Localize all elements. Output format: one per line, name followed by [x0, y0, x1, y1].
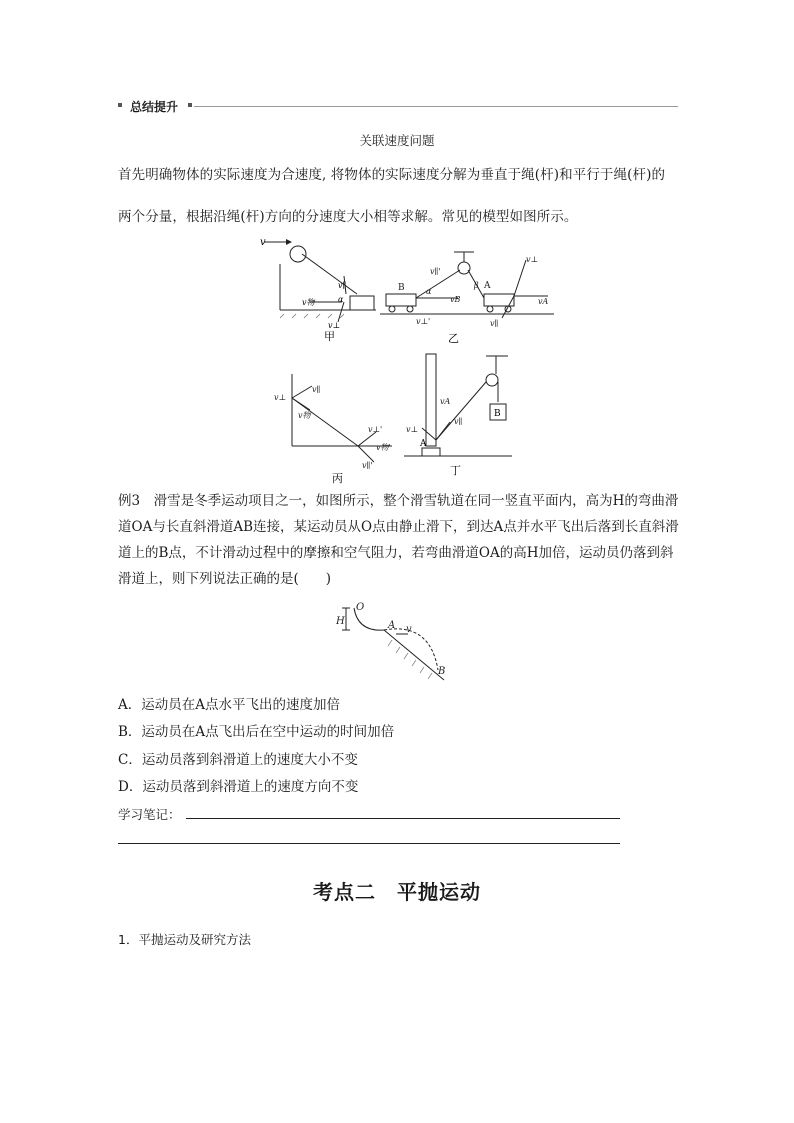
option-d: D．运动员落到斜滑道上的速度方向不变 [118, 779, 359, 795]
label-alpha: α [426, 287, 432, 296]
label-alpha: α [338, 295, 344, 304]
label-O: O [356, 602, 365, 613]
label-v-par: v∥ [490, 319, 499, 328]
label-v-perp-b: v⊥' [368, 425, 383, 434]
label-v: v [260, 237, 266, 248]
label-v-perp: v⊥ [406, 425, 419, 434]
label-vA: vA [440, 397, 451, 406]
label-B: B [438, 666, 446, 677]
figure-ski-track [334, 602, 460, 684]
section-heading: 考点二 平抛运动 [313, 880, 481, 904]
notes-line [118, 843, 620, 844]
option-c: C．运动员落到斜滑道上的速度大小不变 [118, 752, 358, 768]
figure-bing [272, 370, 398, 486]
section-rule [194, 106, 678, 107]
example-text: 滑雪是冬季运动项目之一，如图所示，整个滑雪轨道在同一竖直平面内，高为H的弯曲滑道OA与长直斜滑道AB连接，某运动员从O点由静止滑下，到达A点并水平飞出后落到长直斜滑道上的B点，不计滑动过程中的摩擦和空气阻力，若弯曲滑道OA的高H加倍，运动员仍落到斜滑道上，则下列说法正确的是( ) [118, 493, 679, 587]
example-label: 例3 [118, 493, 141, 509]
figure-yi [378, 240, 558, 346]
figure-caption: 丁 [450, 464, 461, 477]
label-v-par: v∥ [454, 417, 463, 426]
list-item: 1．平抛运动及研究方法 [118, 932, 251, 947]
notes-line [186, 818, 620, 819]
square-bullet-icon [188, 103, 192, 107]
label-vA: vA [538, 297, 549, 306]
section-header [118, 99, 678, 115]
label-A: A [420, 439, 427, 449]
label-A: A [484, 281, 491, 291]
label-v-perp: v⊥ [526, 255, 539, 264]
option-b: B．运动员在A点飞出后在空中运动的时间加倍 [118, 724, 395, 740]
label-vB: vB [450, 295, 461, 304]
label-A: A [388, 620, 396, 631]
topic-title: 关联速度问题 [359, 133, 435, 148]
label-beta: β [474, 281, 479, 290]
label-B: B [398, 283, 405, 293]
label-v-perp: v⊥ [274, 393, 287, 402]
option-a: A．运动员在A点水平飞出的速度加倍 [118, 697, 340, 713]
figure-caption: 乙 [448, 332, 459, 345]
intro-line-2: 两个分量，根据沿绳(杆)方向的分速度大小相等求解。常见的模型如图所示。 [118, 209, 578, 225]
notes-label: 学习笔记： [118, 807, 181, 822]
label-B: B [494, 409, 501, 419]
label-v-obj-b: v物' [376, 443, 391, 452]
intro-line-1: 首先明确物体的实际速度为合速度, 将物体的实际速度分解为垂直于绳(杆)和平行于绳(杆)的 [118, 167, 666, 183]
label-H: H [336, 616, 345, 627]
square-bullet-icon [118, 103, 122, 107]
label-v-par: v∥ [312, 385, 321, 394]
label-v-obj: v物 [302, 298, 315, 307]
label-v-par-b: v∥' [430, 267, 441, 276]
label-v-obj: v物 [298, 411, 311, 420]
figure-caption: 丙 [332, 472, 343, 485]
label-v-perp: v⊥ [328, 321, 341, 330]
figure-ding [402, 352, 522, 484]
figure-caption: 甲 [324, 330, 335, 343]
example-3 [118, 488, 682, 592]
figure-jia [250, 232, 380, 344]
label-v-par-b: v∥' [362, 461, 373, 470]
section-title: 总结提升 [130, 100, 179, 114]
label-v-perp-b: v⊥' [416, 317, 431, 326]
label-v: v [406, 624, 412, 635]
label-v-par: v∥ [338, 281, 347, 290]
